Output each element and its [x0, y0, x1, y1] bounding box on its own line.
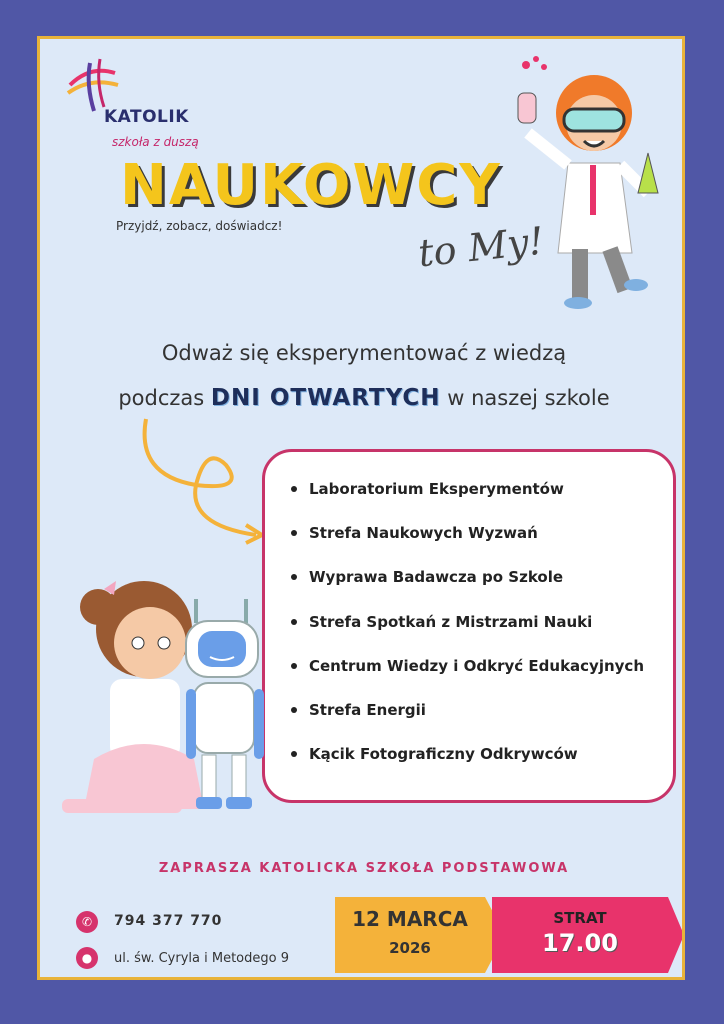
- logo-name: KATOLIK: [104, 107, 189, 127]
- phone-number: 794 377 770: [114, 913, 223, 929]
- list-item: Laboratorium Eksperymentów: [309, 478, 673, 522]
- list-item: Wyprawa Badawcza po Szkole: [309, 566, 673, 610]
- tagline: Przyjdź, zobacz, doświadcz!: [116, 219, 283, 233]
- list-item: Strefa Spotkań z Mistrzami Nauki: [309, 611, 673, 655]
- list-item: Strefa Naukowych Wyzwań: [309, 522, 673, 566]
- list-item: Strefa Energii: [309, 699, 673, 743]
- start-label: STRAT: [553, 909, 607, 927]
- headline-line2: [40, 385, 685, 411]
- address: ul. św. Cyryla i Metodego 9: [114, 951, 289, 966]
- list-item: Kącik Fotograficzny Odkrywców: [309, 743, 673, 787]
- handwritten-slogan: to My!: [416, 218, 546, 276]
- phone-icon: ✆: [76, 911, 98, 933]
- start-time: 17.00: [542, 929, 618, 957]
- headline-prefix: podczas: [118, 386, 205, 410]
- attractions-card: [262, 449, 676, 803]
- headline-suffix: w naszej szkole: [447, 386, 610, 410]
- pin-icon: ●: [76, 947, 98, 969]
- girl-robot-illustration: [54, 559, 284, 849]
- logo-mark-icon: [60, 55, 120, 115]
- headline-highlight: DNI OTWARTYCH: [210, 385, 441, 411]
- event-date-day: 12 MARCA: [352, 907, 468, 931]
- page-title: NAUKOWCY: [120, 153, 502, 218]
- scientist-boy-illustration: [508, 53, 668, 313]
- curly-arrow-icon: [136, 415, 276, 545]
- logo-subtitle: szkoła z duszą: [112, 135, 199, 149]
- attractions-list: [265, 452, 673, 787]
- headline-line1: Odważ się eksperymentować z wiedzą: [161, 341, 567, 365]
- poster: [37, 36, 685, 980]
- invitation-text: ZAPRASZA KATOLICKA SZKOŁA PODSTAWOWA: [158, 861, 570, 876]
- event-date-year: 2026: [389, 939, 431, 957]
- list-item: Centrum Wiedzy i Odkryć Edukacyjnych: [309, 655, 673, 699]
